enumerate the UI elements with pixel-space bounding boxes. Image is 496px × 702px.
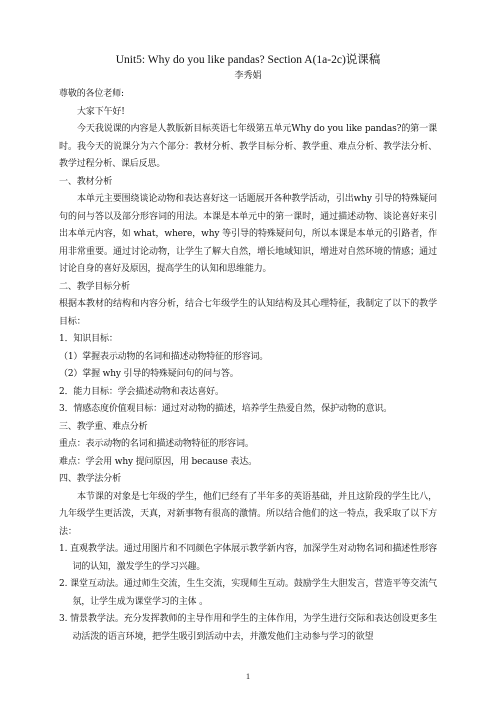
knowledge-objective-1: （1）掌握表示动物的名词和描述动物特征的形容词。: [59, 351, 269, 362]
objectives-intro: 根据本教材的结构和内容分析，结合七年级学生的认知结构及其心理特征，我制定了以下的教学目标：: [59, 299, 437, 327]
intro-paragraph: 今天我说课的内容是人教版新目标英语七年级第五单元Why do you like pandas?的第一课时。我今天的说课分为六个部分：教材分析、教学目标分析、教学重、难点分析、教学法分析、教学过程分析、课后反思。: [59, 124, 437, 169]
method-item-2: 2. 课堂互动法。通过师生交流，生生交流，实现师生互动。鼓励学生大胆发言，营造平等交流气氛，让学生成为课堂学习的主体 。: [59, 579, 437, 607]
section-heading-objectives: 二、教学目标分析: [59, 281, 130, 292]
ability-objective: 2．能力目标：学会描述动物和表达喜好。: [59, 386, 224, 397]
document-body: [59, 86, 437, 646]
section-heading-key-points: 三、教学重、难点分析: [59, 421, 148, 432]
page-number: 1: [246, 672, 250, 681]
methods-paragraph: 本节课的对象是七年级的学生，他们已经有了半年多的英语基础，并且这阶段的学生比八，九年级学生更活泼，天真，对新事物有很高的激情。所以结合他们的这一特点，我采取了以下方法：: [59, 491, 437, 537]
materials-paragraph: 本单元主要围绕谈论动物和表达喜好这一话题展开各种教学活动，引出why 引导的特殊疑问句的问与答以及部分形容词的用法。本课是本单元中的第一课时，通过描述动物、谈论喜好来引出本单元内容，如 what，where，why 等引导的特殊疑问句，所以本课是本单元的引路者，作用非常重要。通过讨论动物，让学生了解大自然，增长地域知识，增进对自然环境的情感；通过讨论自身的喜好及原因，提高学生的认知和思维能力。: [59, 194, 437, 274]
knowledge-objective-2: （2）掌握 why 引导的特殊疑问句的问与答。: [59, 369, 239, 379]
section-heading-materials: 一、教材分析: [59, 176, 113, 187]
method-item-3: 3. 情景教学法。充分发挥教师的主导作用和学生的主体作用，为学生进行交际和表达创设更多生动活泼的语言环境，把学生吸引到活动中去，并激发他们主动参与学习的欲望: [59, 614, 437, 642]
method-item-1: 1. 直观教学法。通过用图片和不同颜色字体展示教学新内容，加深学生对动物名词和描述性形容词的认知，激发学生的学习兴趣。: [59, 544, 437, 572]
section-heading-methods: 四、教学法分析: [59, 474, 121, 484]
difficult-point: 难点：学会用 why 提问原因，用 because 表达。: [59, 456, 257, 467]
document-title: Unit5: Why do you like pandas? Section A(1a-2c)说课稿: [115, 54, 381, 66]
author-name: 李秀娟: [234, 71, 262, 81]
salutation: 尊敬的各位老师:: [59, 89, 124, 99]
emotion-objective: 3．情感态度价值观目标：通过对动物的描述，培养学生热爱自然，保护动物的意识。: [59, 404, 393, 414]
greeting: 大家下午好!: [77, 106, 125, 117]
key-point: 重点：表示动物的名词和描述动物特征的形容词。: [59, 439, 254, 449]
knowledge-objective-heading: 1．知识目标：: [59, 334, 118, 344]
